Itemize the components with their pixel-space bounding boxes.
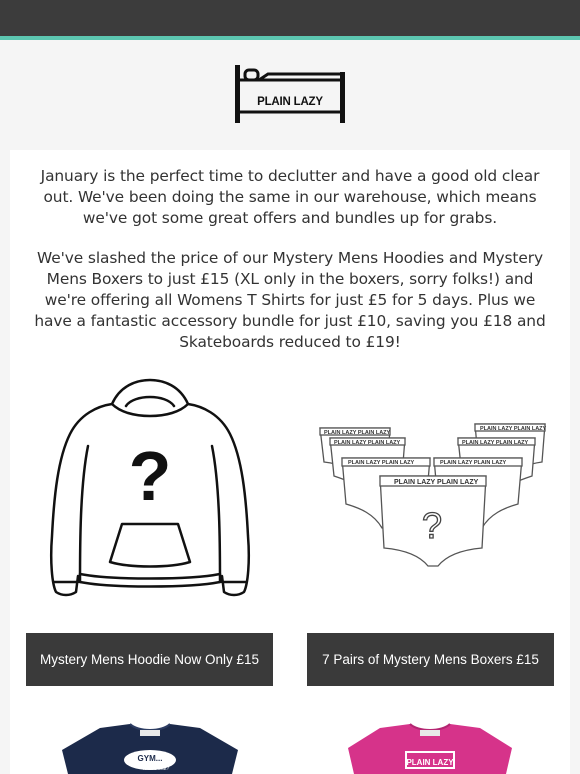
- tshirt-print-subtext: what's that?: [142, 766, 170, 772]
- svg-text:PLAIN LAZY PLAIN LAZY: PLAIN LAZY PLAIN LAZY: [462, 440, 529, 446]
- svg-text:PLAIN LAZY PLAIN LAZY: PLAIN LAZY PLAIN LAZY: [334, 440, 401, 446]
- mystery-hoodie-image[interactable]: [40, 376, 260, 608]
- svg-text:PLAIN LAZY PLAIN LAZY: PLAIN LAZY PLAIN LAZY: [348, 460, 415, 466]
- navy-gym-tshirt-image[interactable]: [60, 720, 240, 774]
- mystery-boxers-image[interactable]: [310, 418, 550, 568]
- svg-text:PLAIN LAZY PLAIN LAZY: PLAIN LAZY PLAIN LAZY: [324, 430, 391, 436]
- intro-paragraph-1: January is the perfect time to declutter and have a good old clear out. We've been doing the same in our warehouse, which means we've got some great offers and bundles up for grabs.: [40, 167, 540, 227]
- email-header: [0, 40, 580, 150]
- svg-text:?: ?: [421, 505, 443, 546]
- mystery-boxers-button[interactable]: 7 Pairs of Mystery Mens Boxers £15: [307, 633, 554, 686]
- svg-text:PLAIN LAZY PLAIN LAZY: PLAIN LAZY PLAIN LAZY: [440, 460, 507, 466]
- intro-paragraph-2: We've slashed the price of our Mystery Mens Hoodies and Mystery Mens Boxers to just £15 (XL only in the boxers, sorry folks!) and we're offering all Womens T Shirts for just £5 for 5 days. Plus we have a fantastic accessory bundle for just £10, saving you £18 and Skateboards reduced to £19!: [34, 249, 546, 351]
- top-bar: [0, 0, 580, 36]
- tshirt-print-text: PLAIN LAZY: [406, 758, 454, 767]
- logo-text: PLAIN LAZY: [257, 96, 323, 108]
- svg-text:PLAIN LAZY PLAIN LAZY: PLAIN LAZY PLAIN LAZY: [480, 426, 547, 432]
- mystery-hoodie-button[interactable]: Mystery Mens Hoodie Now Only £15: [26, 633, 273, 686]
- svg-text:PLAIN LAZY PLAIN LAZY: PLAIN LAZY PLAIN LAZY: [394, 479, 479, 486]
- email-content-card: [10, 150, 570, 774]
- svg-text:?: ?: [128, 437, 172, 515]
- tshirt-print-text: GYM...: [137, 754, 163, 763]
- pink-plainlazy-tshirt-image[interactable]: [340, 720, 520, 774]
- plain-lazy-logo[interactable]: [232, 62, 348, 128]
